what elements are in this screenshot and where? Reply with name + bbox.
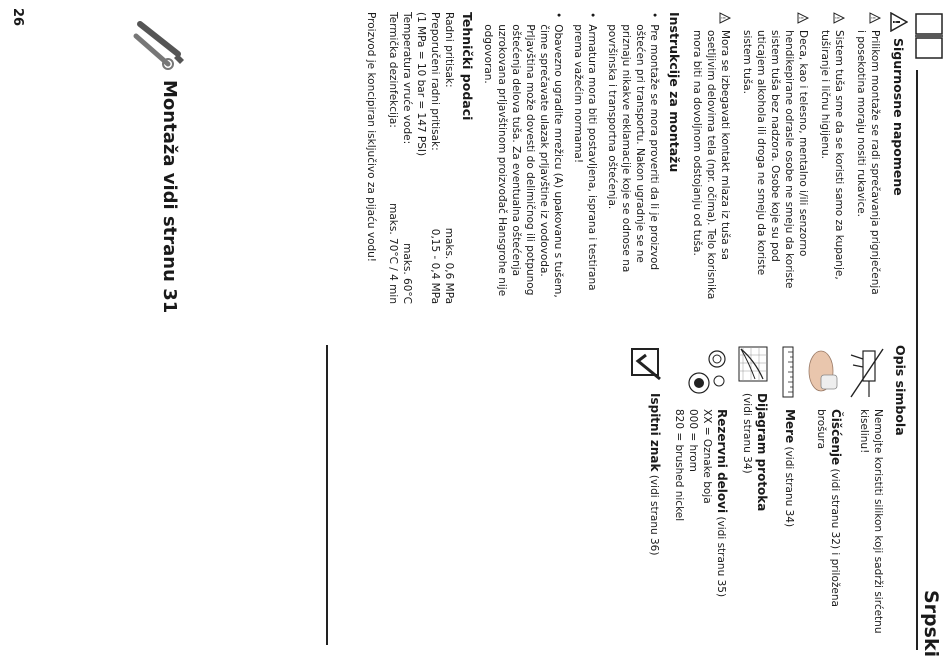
install-item: • Armatura mora biti postavljena, isprana i testirana prema važećim normama!: [571, 12, 599, 312]
warning-text: Mora se izbegavati kontakt mlaza iz tuša sa osetljivim delovima tela (npr. očima). Telo korisnika mora biti na dovoljnom odstojanju od tuša.: [691, 30, 731, 300]
assembly-reference: Montaža vidi stranu 31: [159, 80, 180, 314]
svg-text:!: !: [869, 16, 876, 20]
symbols-title: Opis simbola: [893, 345, 908, 436]
spare-code: XX = Oznake boja: [701, 409, 713, 504]
symbol-silicone: [849, 345, 885, 645]
svg-text:!: !: [719, 16, 726, 20]
warning-triangle-icon: [797, 12, 809, 24]
warning-icon: [890, 12, 908, 32]
symbol-spare-parts: [672, 345, 729, 645]
tech-note: Proizvod je koncipiran isključivo za pijaću vodu!: [365, 12, 377, 263]
install-item: • Pre montaže se mora proveriti da li je proizvod oštećen pri transportu. Nakon ugradnje se ne priznaju nikakve reklamacije koje se odnose na površinska i transportna oštećenja.: [605, 12, 661, 312]
spare-code: 000 = hrom: [687, 409, 699, 472]
test-text: Ispitni znak (vidi stranu 36): [648, 393, 662, 556]
warning-triangle-icon: [833, 12, 845, 24]
book-icon: [914, 12, 944, 60]
flow-text: Dijagram protoka (vidi stranu 34): [741, 393, 769, 512]
tech-row: Preporučeni radni pritisak: 0,15 - 0,4 MPa: [429, 12, 441, 304]
svg-text:!: !: [890, 19, 901, 25]
symbol-flow: [735, 345, 769, 645]
cleaning-hand-icon: [803, 345, 843, 401]
spare-code: 820 = brushed nickel: [673, 409, 685, 522]
tech-row: (1 MPa = 10 bar = 147 PSI): [415, 12, 427, 157]
tech-title: Tehnički podaci: [460, 12, 475, 121]
warning-item: [818, 12, 846, 312]
tech-row: Temperatura vruće vode: maks. 60°C: [401, 12, 413, 304]
column-rule: [327, 345, 329, 645]
silicone-text: Nemojte koristiti silikon koji sadrži sirćetnu kiselinu!: [858, 409, 884, 634]
silicone-gun-icon: [849, 345, 885, 401]
symbol-test: [628, 345, 662, 645]
cleaning-text: Čišćenje (vidi stranu 32) i priložena brošura: [815, 409, 843, 607]
test-mark-icon: [628, 345, 662, 385]
symbol-dimensions: [777, 345, 797, 645]
symbol-cleaning: [803, 345, 843, 645]
warning-triangle-icon: [719, 12, 731, 24]
language-title: Srpski: [920, 590, 942, 657]
install-item: • Obavezno ugradite mrežicu (A) upakovanu s tušem, čime sprečavate ulazak prljavštine iz vodovoda. Prljavština može dovesti do delimičnog ili potpunog oštećenja delova tuša. Za eventualna oštećenja uzrokovana prljavštinom proizvođač Hansgrohe nije odgovoran.: [481, 12, 565, 312]
warning-item: [740, 12, 810, 312]
safety-title: Sigurnosne napomene: [891, 38, 907, 196]
warning-triangle-icon: [869, 12, 881, 24]
spare-text: Rezervni delovi (vidi stranu 35) XX = Oznake boja 000 = hrom 820 = brushed nickel: [673, 409, 729, 598]
warning-text: Sistem tuša sme da se koristi samo za kupanje, tuširanje i ličnu higijenu.: [819, 30, 845, 280]
install-text: Pre montaže se mora proveriti da li je proizvod oštećen pri transportu. Nakon ugradnje se ne priznaju nikakve reklamacije koje se odnose na površinska i transportna oštećenja.: [606, 24, 660, 273]
top-rule: [917, 70, 919, 650]
flow-diagram-icon: [735, 345, 769, 385]
page-number: 26: [10, 8, 25, 27]
warning-item: [854, 12, 882, 312]
spare-parts-icon: [685, 345, 729, 401]
install-text: Obavezno ugradite mrežicu (A) upakovanu s tušem, čime sprečavate ulazak prljavštine iz vodovoda. Prljavština može dovesti do delimičnog ili potpunog oštećenja delova tuša. Za eventualna oštećenja uzrokovana prljavštinom proizvođač Hansgrohe nije odgovoran.: [482, 24, 564, 298]
svg-text:!: !: [797, 16, 804, 20]
warning-item: [690, 12, 732, 312]
safety-heading: [890, 12, 908, 312]
tech-row: Termička dezinfekcija: maks. 70°C / 4 min: [387, 12, 399, 304]
dimensions-text: Mere (vidi stranu 34): [783, 409, 797, 528]
install-text: Armatura mora biti postavljena, isprana i testirana prema važećim normama!: [572, 24, 598, 291]
tools-icon: [130, 14, 190, 74]
install-title: Instrukcije za montažu: [667, 12, 682, 173]
warning-text: Deca, kao i telesno, mentalno i/ili senzorno hendikepirane odrasle osobe ne smeju da koriste sistem tuša bez nadzora. Osobe koje su pod uticajem alkohola ili droga ne smeju da koriste sistem tuša.: [741, 30, 809, 289]
ruler-icon: [777, 345, 797, 401]
warning-text: Prilikom montaže se radi sprečavanja prignječenja i posekotina moraju nositi rukavice.: [855, 30, 881, 295]
tech-row: Radni pritisak: maks. 0,6 MPa: [443, 12, 455, 304]
svg-text:!: !: [833, 16, 840, 20]
